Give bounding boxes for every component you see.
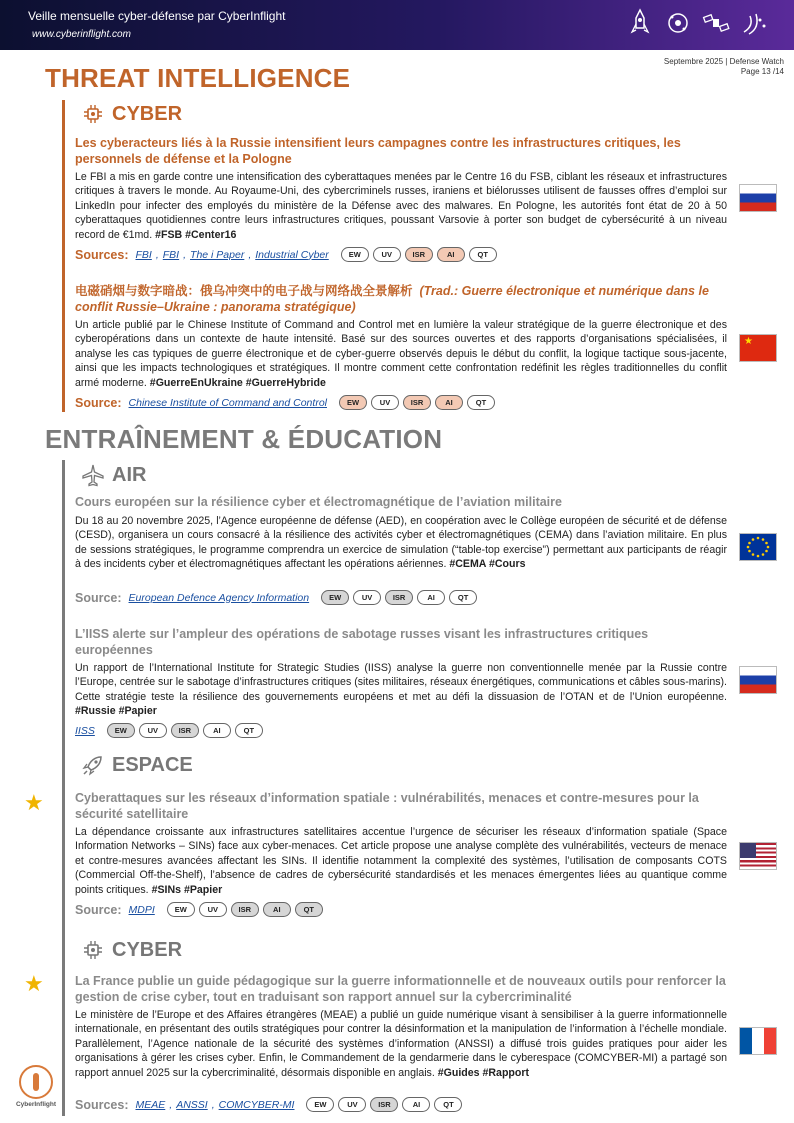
topic-tags [341,247,497,262]
tag-ew: EW [306,1097,334,1112]
sources-label: Sources: [75,247,129,262]
source-link[interactable]: IISS [75,724,95,737]
article-text: La dépendance croissante aux infrastructures satellitaires accentue l’urgence de sécuriser les réseaux d’information spatiale (Space Information Networks – SINs) face aux cyber-menaces. Cet article propose une analyse complète des vulnérabilités, vecteurs de menace et contre-mesures avancées affectant les SINs. Il identifie notamment la complexité des systèmes, l’utilisation de composants COTS (Commercial Off-the-Shelf), l’absence de cadres de cybersécurité standardisés et les menaces émergentes liées au quantique comme points critiques. [75,826,727,896]
tag-qt: QT [434,1097,462,1112]
tag-ai: AI [402,1097,430,1112]
article-title-chinese: 电磁硝烟与数字暗战：俄乌冲突中的电子战与网络战全景解析 [75,284,413,298]
tag-isr: ISR [171,723,199,738]
article-sources [75,902,323,917]
tag-uv: UV [338,1097,366,1112]
tag-qt: QT [295,902,323,917]
source-link[interactable]: Industrial Cyber [255,248,329,261]
subsection-label: CYBER [112,102,183,125]
article-sources [75,395,495,410]
article-sources [75,723,263,738]
article-text: Le FBI a mis en garde contre une intensification des cyberattaques menées par le Centre 16 du FSB, ciblant les réseaux et infrastructures critiques à travers le monde. Au Royaume-Uni, des cybercriminels russes, iraniens et biélorusses utilisent de fausses offres d’emploi sur LinkedIn pour infecter des employés du ministère de la Défense avec des malwares. En Pologne, les autorités font état de 20 à 50 cyberattaques quotidiennes contre leurs infrastructures critiques, poussant Varsovie à porter son budget de cybersécurité à un niveau record de €1md. [75,171,727,241]
article-text: Du 18 au 20 novembre 2025, l’Agence européenne de défense (AED), en coopération avec le Collège européen de sécurité et de défense (CESD), organisera un cours consacré à la résilience des activités cyber et électromagnétiques (CEMA) dans l’aviation militaire. En plus de sessions stratégiques, le programme comprendra un exercice de simulation (“table-top exercise”) permettant aux participants de réagir à des incidents cyber et électromagnétiques affectant les opérations aériennes. [75,515,727,571]
flag-eu [739,533,777,561]
article-body [75,170,727,242]
tag-isr: ISR [385,590,413,605]
article-hashtags: #Guides #Rapport [437,1066,530,1079]
subsection-label: AIR [112,463,147,486]
article-sources: Sources: MEAE , ANSSI , COMCYBER-MI EW UV ISR AI QT [75,1097,462,1112]
page-meta [664,57,784,77]
article-hashtags: #FSB #Center16 [155,228,237,241]
source-link[interactable]: Chinese Institute of Command and Control [128,396,327,409]
subsection-cyber [80,102,182,126]
logo-mark [19,1065,53,1099]
article-title: Cours européen sur la résilience cyber et électromagnétique de l’aviation militaire [75,495,562,509]
article-body [75,1008,727,1080]
section-divider-line [62,460,65,1116]
page-date: Septembre 2025 | Defense Watch [663,57,784,66]
tag-ew: EW [339,395,367,410]
flag-russia [739,666,777,694]
subsection-label: CYBER [112,938,183,961]
tag-ew: EW [321,590,349,605]
tag-isr: ISR [370,1097,398,1112]
flag-china: ★ [739,334,777,362]
topic-tags [339,395,495,410]
tag-ew: EW [107,723,135,738]
rocket-icon [626,8,654,38]
cyberinflight-logo [14,1065,58,1115]
tag-ai: AI [203,723,231,738]
subsection-cyber [80,938,182,962]
highlight-star-icon: ★ [24,971,44,996]
source-link[interactable]: The i Paper [190,248,245,261]
article-body [75,661,727,719]
topic-tags [167,902,323,917]
article-title-translation: (Trad.: Guerre électronique et numérique dans le conflit Russie–Ukraine : panorama stratégique) [75,284,709,314]
source-label: Source: [75,590,122,605]
article-title: L’IISS alerte sur l’ampleur des opérations de sabotage russes visant les infrastructures critiques européennes [75,627,649,657]
subsection-espace [80,753,193,777]
section-threat-intelligence: THREAT INTELLIGENCE [45,63,351,93]
article-body [75,514,727,572]
article-title: La France publie un guide pédagogique sur la guerre informationnelle et de nouveaux outils pour renforcer la gestion de crise cyber, tout en traduisant son rapport annuel sur la cybercriminalité [75,974,726,1004]
header-url[interactable]: www.cyberinflight.com [32,29,131,40]
flag-russia [739,184,777,212]
topic-tags [107,723,263,738]
tag-uv: UV [139,723,167,738]
source-link[interactable]: FBI [162,248,180,261]
article-title: Les cyberacteurs liés à la Russie intensifient leurs campagnes contre les infrastructures critiques, les personnels de défense et la Pologne [75,136,681,166]
tag-ai: AI [263,902,291,917]
source-link[interactable]: European Defence Agency Information [128,591,310,604]
tag-ew: EW [167,902,195,917]
article-hashtags: #GuerreEnUkraine #GuerreHybride [149,376,326,389]
page-number: Page 13 /14 [740,67,784,76]
topic-tags [321,590,477,605]
tag-qt: QT [449,590,477,605]
article-text: Un rapport de l’International Institute for Strategic Studies (IISS) analyse la guerre non conventionnelle menée par la Russie contre l’Europe, centrée sur le sabotage d’infrastructures critiques (sites militaires, réseaux énergétiques, communications et câbles sous-marins). Cette stratégie teste la résilience des gouvernements européens et met au défi la dissuasion de l’OTAN et de l’Union européenne. [75,662,727,703]
source-label: Source: [75,395,122,410]
wave-icon [740,8,768,38]
header-icons [626,8,768,38]
sources-label: Sources: [75,1097,129,1112]
tag-isr: ISR [405,247,433,262]
tag-ai: AI [417,590,445,605]
tag-uv: UV [373,247,401,262]
source-label: Source: [75,902,122,917]
logo-text: CyberInflight [15,1101,57,1108]
tag-isr: ISR [231,902,259,917]
article-body [75,825,727,897]
article-hashtags: #Russie #Papier [75,705,157,718]
airplane-icon [80,463,106,487]
tag-ai: AI [435,395,463,410]
tag-qt: QT [235,723,263,738]
tag-uv: UV [371,395,399,410]
article-hashtags: #CEMA #Cours [449,558,526,571]
source-link[interactable]: COMCYBER-MI [218,1098,295,1111]
article-title: Cyberattaques sur les réseaux d’information spatiale : vulnérabilités, menaces et contre-mesures pour la sécurité satellitaire [75,791,699,821]
section-training-education: ENTRAÎNEMENT & ÉDUCATION [45,424,443,454]
header-banner [0,0,794,50]
article-body [75,318,727,390]
article-title [75,283,727,315]
flag-usa [739,842,777,870]
tag-uv: UV [199,902,227,917]
subsection-air [80,463,146,487]
source-link[interactable]: FBI [135,248,152,261]
tag-ai: AI [437,247,465,262]
satellite-dish-icon [664,8,692,38]
article-hashtags: #SINs #Papier [151,883,223,896]
highlight-star-icon: ★ [24,790,44,815]
article-sources: Sources: FBI , FBI , The i Paper , Industrial Cyber EW UV ISR AI QT [75,247,497,262]
source-link[interactable]: MEAE [135,1098,166,1111]
article-text: Un article publié par le Chinese Institute of Command and Control met en lumière la valeur stratégique de la guerre électronique et des cyberopérations dans un contexte de haute intensité. Basé sur des sources ouvertes et des rapports d’organisations spécialisées, il analyse les cas typiques de guerre électronique et de cyber-guerre observés depuis le début du conflit, la logique tactique sous-jacente, ainsi que les impacts technologiques et stratégiques. Il montre comment cette confrontation redéfinit les règles traditionnelles du conflit armé moderne. [75,319,727,389]
tag-qt: QT [467,395,495,410]
rocket-icon [80,753,106,777]
source-link[interactable]: MDPI [128,903,155,916]
subsection-label: ESPACE [112,753,193,776]
topic-tags [306,1097,462,1112]
tag-ew: EW [341,247,369,262]
satellite-icon [702,8,730,38]
source-link[interactable]: ANSSI [176,1098,208,1111]
section-divider-line [62,100,65,412]
tag-qt: QT [469,247,497,262]
header-title: Veille mensuelle cyber-défense par CyberInflight [28,9,286,23]
tag-uv: UV [353,590,381,605]
article-sources [75,590,477,605]
circuit-chip-icon [80,102,106,126]
flag-france [739,1027,777,1055]
tag-isr: ISR [403,395,431,410]
circuit-chip-icon [80,938,106,962]
article-text: Le ministère de l’Europe et des Affaires étrangères (MEAE) a publié un guide numérique visant à sensibiliser à la guerre informationnelle internationale, en présentant des outils stratégiques pour contrer la désinformation et la manipulation de l’information à l’échelle mondiale. Parallèlement, l’Agence nationale de la sécurité des systèmes d’information (ANSSI) a diffusé trois guides pratiques pour aider les organisations à gérer les crises cyber. Enfin, le Commandement de la gendarmerie dans le cyberespace (COMCYBER-MI) a partagé son rapport annuel 2025 sur la cybercriminalité, désormais disponible en anglais. [75,1009,727,1079]
